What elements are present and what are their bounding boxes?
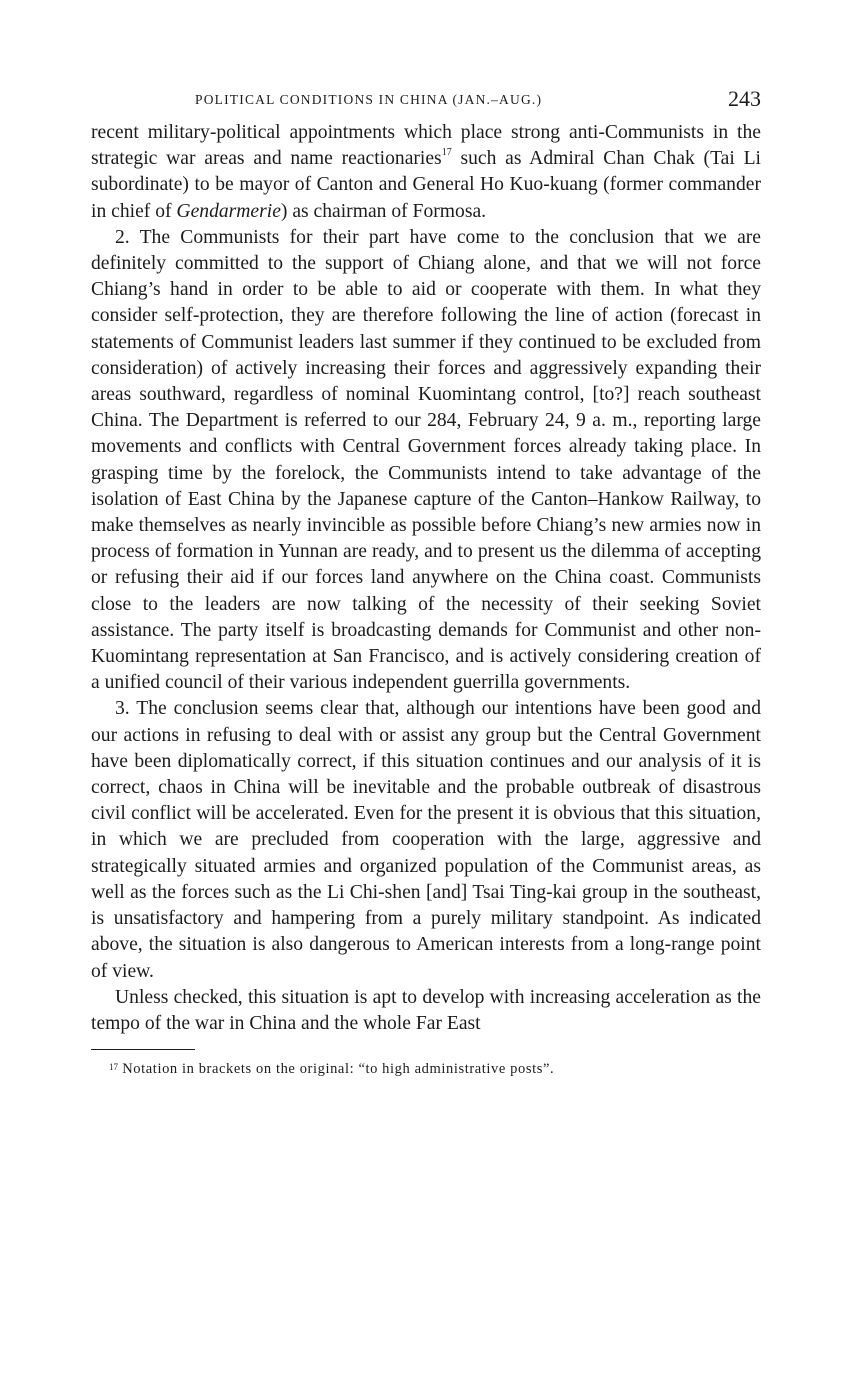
document-page: [91, 86, 761, 1078]
running-head: POLITICAL CONDITIONS IN CHINA (JAN.–AUG.): [195, 92, 543, 107]
paragraph-1: [91, 120, 761, 225]
paragraph-2: 2. The Communists for their part have come to the conclusion that we are definitely committed to the support of Chiang alone, and that we will not force Chiang’s hand in order to be able to aid or cooperate with them. In what they consider self-protection, they are therefore following the line of action (forecast in statements of Communist leaders last summer if they continued to be excluded from consideration) of actively increasing their forces and aggressively expanding their areas southward, regardless of nominal Kuomintang control, [to?] reach southeast China. The Department is referred to our 284, February 24, 9 a. m., reporting large movements and conflicts with Central Government forces already taking place. In grasping time by the forelock, the Communists intend to take advantage of the isolation of East China by the Japanese capture of the Canton–Hankow Railway, to make themselves as nearly invincible as possible before Chiang’s new armies now in process of formation in Yunnan are ready, and to present us the dilemma of accepting or refusing their aid if our forces land anywhere on the China coast. Communists close to the leaders are now talking of the necessity of their seeking Soviet assistance. The party itself is broadcasting demands for Communist and other non-Kuomintang representation at San Francisco, and is actively considering creation of a unified council of their various independent guerrilla governments.: [91, 226, 761, 694]
body-text: [91, 120, 761, 1037]
footnote-mark: 17: [109, 1062, 118, 1073]
footnote: [109, 1061, 761, 1078]
footnote-reference: 17: [441, 147, 452, 159]
page-header: [91, 86, 761, 120]
footnote-text: Notation in brackets on the original: “to high administrative posts”.: [118, 1061, 555, 1078]
paragraph-1-italic: Gendarmerie: [176, 200, 281, 222]
paragraph-4: Unless checked, this situation is apt to develop with increasing acceleration as the tempo of the war in China and the whole Far East: [91, 986, 761, 1034]
paragraph-3: 3. The conclusion seems clear that, although our intentions have been good and our actions in refusing to deal with or assist any group but the Central Government have been diplomatically correct, if this situation continues and our analysis of it is correct, chaos in China will be inevitable and the probable outbreak of disastrous civil conflict will be accelerated. Even for the present it is obvious that this situation, in which we are precluded from cooperation with the large, aggressive and strategically situated armies and organized population of the Communist areas, as well as the forces such as the Li Chi-shen [and] Tsai Ting-kai group in the southeast, is unsatisfactory and hampering from a purely military standpoint. As indicated above, the situation is also dangerous to American interests from a long-range point of view.: [91, 698, 761, 982]
footnote-divider: [91, 1049, 195, 1050]
paragraph-1-text-a: recent military-political appointments which place strong anti-Communists in the strategic war areas and name reactionaries: [91, 122, 761, 170]
page-number: 243: [728, 86, 761, 111]
paragraph-1-text-c: ) as chairman of Formosa.: [280, 200, 487, 222]
paragraph-1-text-b: such as Admiral Chan Chak (Tai Li subordinate) to be mayor of Canton and General Ho Kuo-kuang (former commander in chief of: [91, 148, 761, 222]
